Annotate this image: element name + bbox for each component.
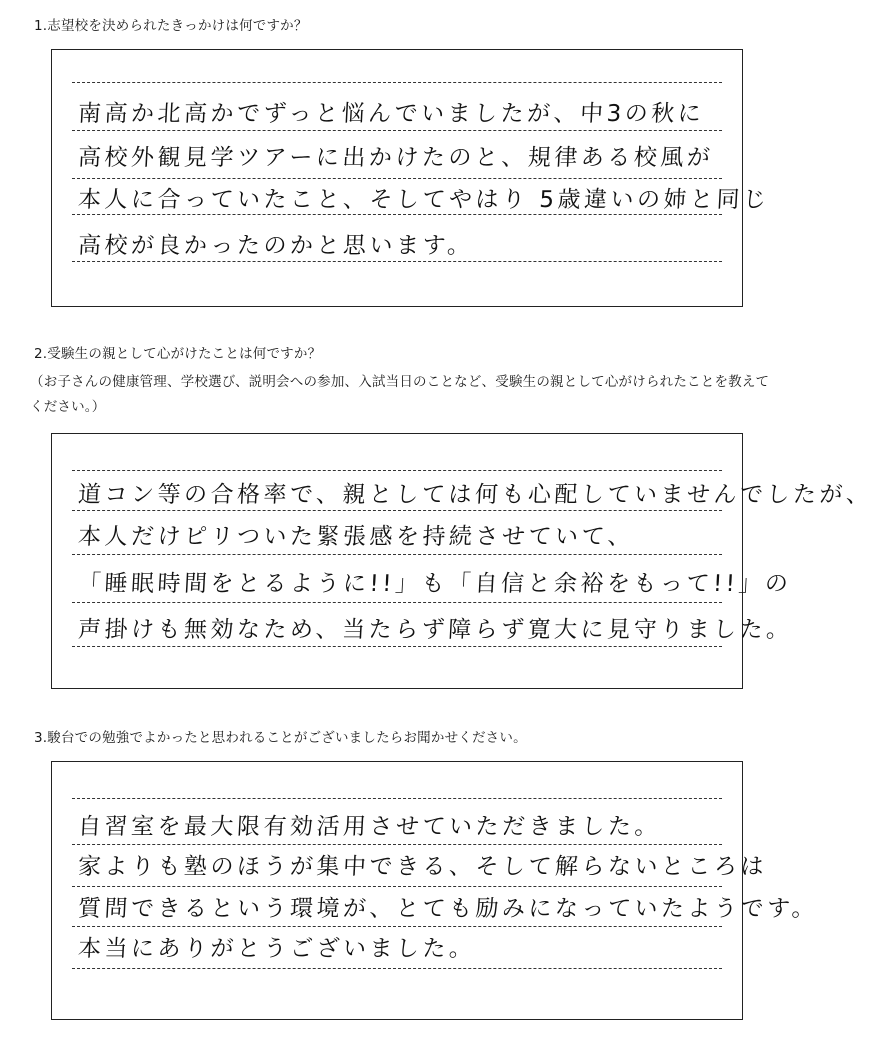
answer-box-1	[51, 49, 771, 307]
handwritten-answer-line: 高校外観見学ツアーに出かけたのと、規律ある校風が	[77, 145, 714, 171]
handwritten-answer-line: 南高か北高かでずっと悩んでいましたが、中3の秋に	[77, 101, 705, 127]
ruled-line	[72, 554, 722, 555]
question-3: 3.駿台での勉強でよかったと思われることがございましたらお聞かせください。	[34, 730, 527, 746]
ruled-line	[72, 470, 722, 471]
ruled-line	[72, 646, 722, 647]
handwritten-answer-line: 本当にありがとうございました。	[77, 936, 477, 962]
handwritten-answer-line: 本人だけピリついた緊張感を持続させていて、	[77, 524, 635, 550]
ruled-line	[72, 602, 722, 603]
answer-box-2	[51, 433, 873, 689]
question-1: 1.志望校を決められたきっかけは何ですか？	[34, 18, 308, 34]
ruled-line	[72, 178, 722, 179]
ruled-line	[72, 968, 722, 969]
handwritten-answer-line: 本人に合っていたこと、そしてやはり 5歳違いの姉と同じ	[77, 187, 771, 213]
answer-box-3	[51, 761, 819, 1020]
handwritten-answer-line: 質問できるという環境が、とても励みになっていたようです。	[77, 896, 819, 922]
ruled-line	[72, 926, 722, 927]
handwritten-answer-line: 高校が良かったのかと思います。	[77, 233, 475, 259]
question-2-note: （お子さんの健康管理、学校選び、説明会への参加、入試当日のことなど、受験生の親として心がけられたことを教えてください。）	[30, 374, 770, 415]
ruled-line	[72, 82, 722, 83]
handwritten-answer-line: 家よりも塾のほうが集中できる、そして解らないところは	[77, 854, 768, 880]
ruled-line	[72, 886, 722, 887]
ruled-line	[72, 130, 722, 131]
ruled-line	[72, 261, 722, 262]
ruled-line	[72, 844, 722, 845]
handwritten-answer-line: 道コン等の合格率で、親としては何も心配していませんでしたが、	[77, 482, 873, 508]
handwritten-answer-line: 自習室を最大限有効活用させていただきました。	[77, 814, 662, 840]
handwritten-answer-line: 「睡眠時間をとるように!!」も「自信と余裕をもって!!」の	[77, 571, 793, 597]
handwritten-answer-line: 声掛けも無効なため、当たらず障らず寛大に見守りました。	[77, 617, 794, 643]
ruled-line	[72, 510, 722, 511]
ruled-line	[72, 798, 722, 799]
question-2: 2.受験生の親として心がけたことは何ですか？	[34, 346, 322, 362]
